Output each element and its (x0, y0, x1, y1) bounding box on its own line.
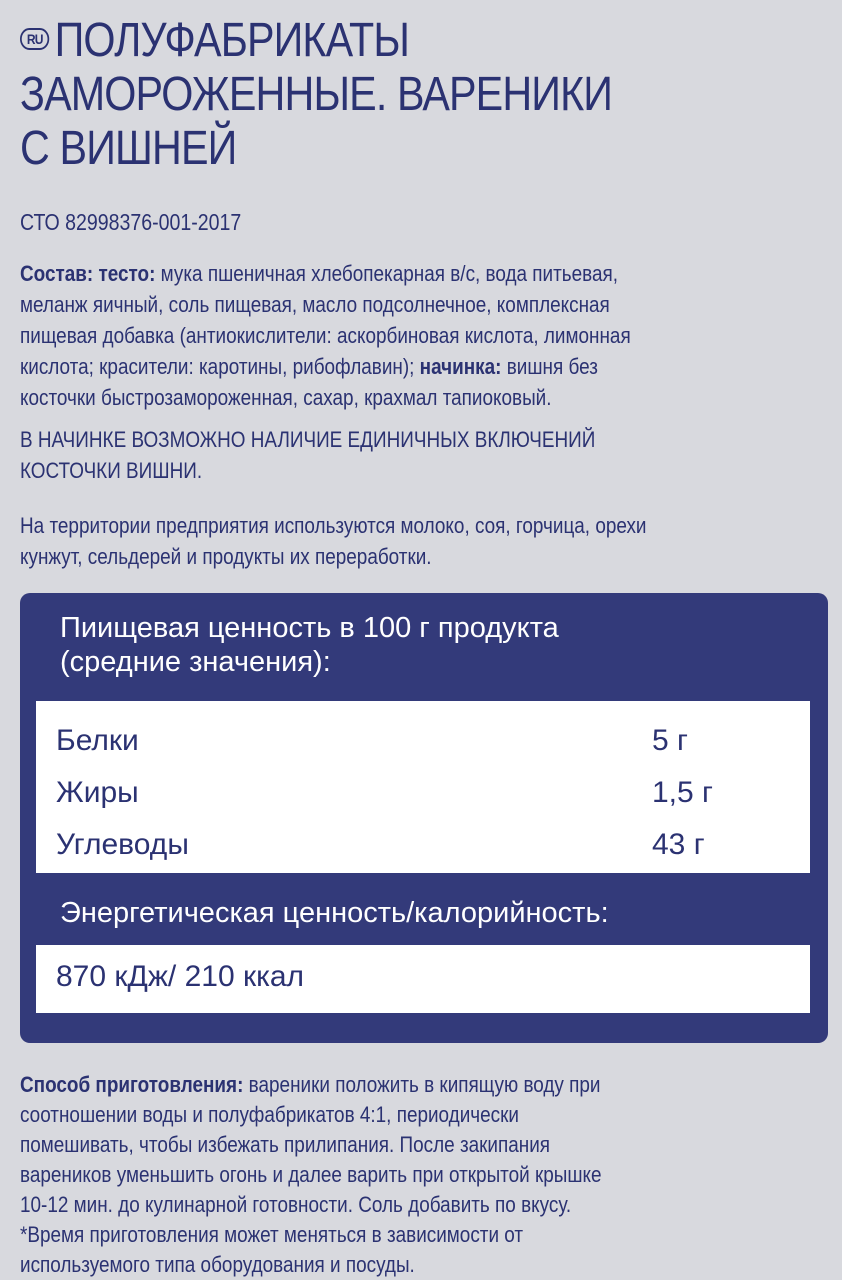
nutrition-row-fat: Жиры 1,5 г (56, 776, 713, 809)
filling-label: начинка: (419, 354, 502, 379)
energy-label: Энергетическая ценность/калорийность: (60, 897, 609, 929)
composition-label: Состав: тесто: (20, 261, 156, 286)
energy-value-box (36, 945, 810, 1013)
energy-value: 870 кДж/ 210 ккал (56, 960, 305, 993)
nutrition-row-protein: Белки 5 г (56, 724, 688, 757)
preparation-section: Способ приготовления: вареники положить в кипящую воду при соотношении воды и полуфабрикатов 4:1, периодически помешивать, чтобы избежать прилипания. После закипания вареников уменьшить огонь и далее варить при открытой крышке 10-12 мин. до кулинарной готовности. Соль добавить по вкусу. *Время приготовления может меняться в зависимости от используемого типа оборудования и посуды. (20, 1070, 820, 1280)
nutrition-panel (20, 593, 828, 1043)
title-block (20, 14, 830, 176)
title-line-3: С ВИШНЕЙ (20, 122, 237, 175)
nutrition-row-carbs: Углеводы 43 г (56, 828, 705, 861)
preparation-label: Способ приготовления: (20, 1072, 244, 1097)
pit-notice: В НАЧИНКЕ ВОЗМОЖНО НАЛИЧИЕ ЕДИНИЧНЫХ ВКЛЮЧЕНИЙ КОСТОЧКИ ВИШНИ. (20, 427, 596, 483)
nutrition-table (36, 701, 810, 873)
product-title (20, 14, 828, 176)
allergen-notice: На территории предприятия используются молоко, соя, горчица, орехи кунжут, сельдерей и продукты их переработки. (20, 513, 647, 569)
ru-language-badge: RU (20, 28, 49, 50)
nutrition-header: Пиищевая ценность в 100 г продукта (средние значения): (60, 612, 559, 678)
title-line-1: RU ПОЛУФАБРИКАТЫ (20, 14, 828, 68)
composition-section: Состав: тесто: мука пшеничная хлебопекарная в/с, вода питьевая, меланж яичный, соль пищевая, масло подсолнечное, комплексная пищевая добавка (антиокислители: аскорбиновая кислота, лимонная кислота; красители: каротины, рибофлавин); начинка: вишня без косточки быстрозамороженная, сахар, крахмал тапиоковый. (20, 261, 631, 410)
preparation-footnote: *Время приготовления может меняться в зависимости от (20, 1222, 524, 1247)
title-line-2: ЗАМОРОЖЕННЫЕ. ВАРЕНИКИ (20, 68, 613, 121)
standard-code: СТО 82998376-001-2017 (20, 209, 242, 235)
